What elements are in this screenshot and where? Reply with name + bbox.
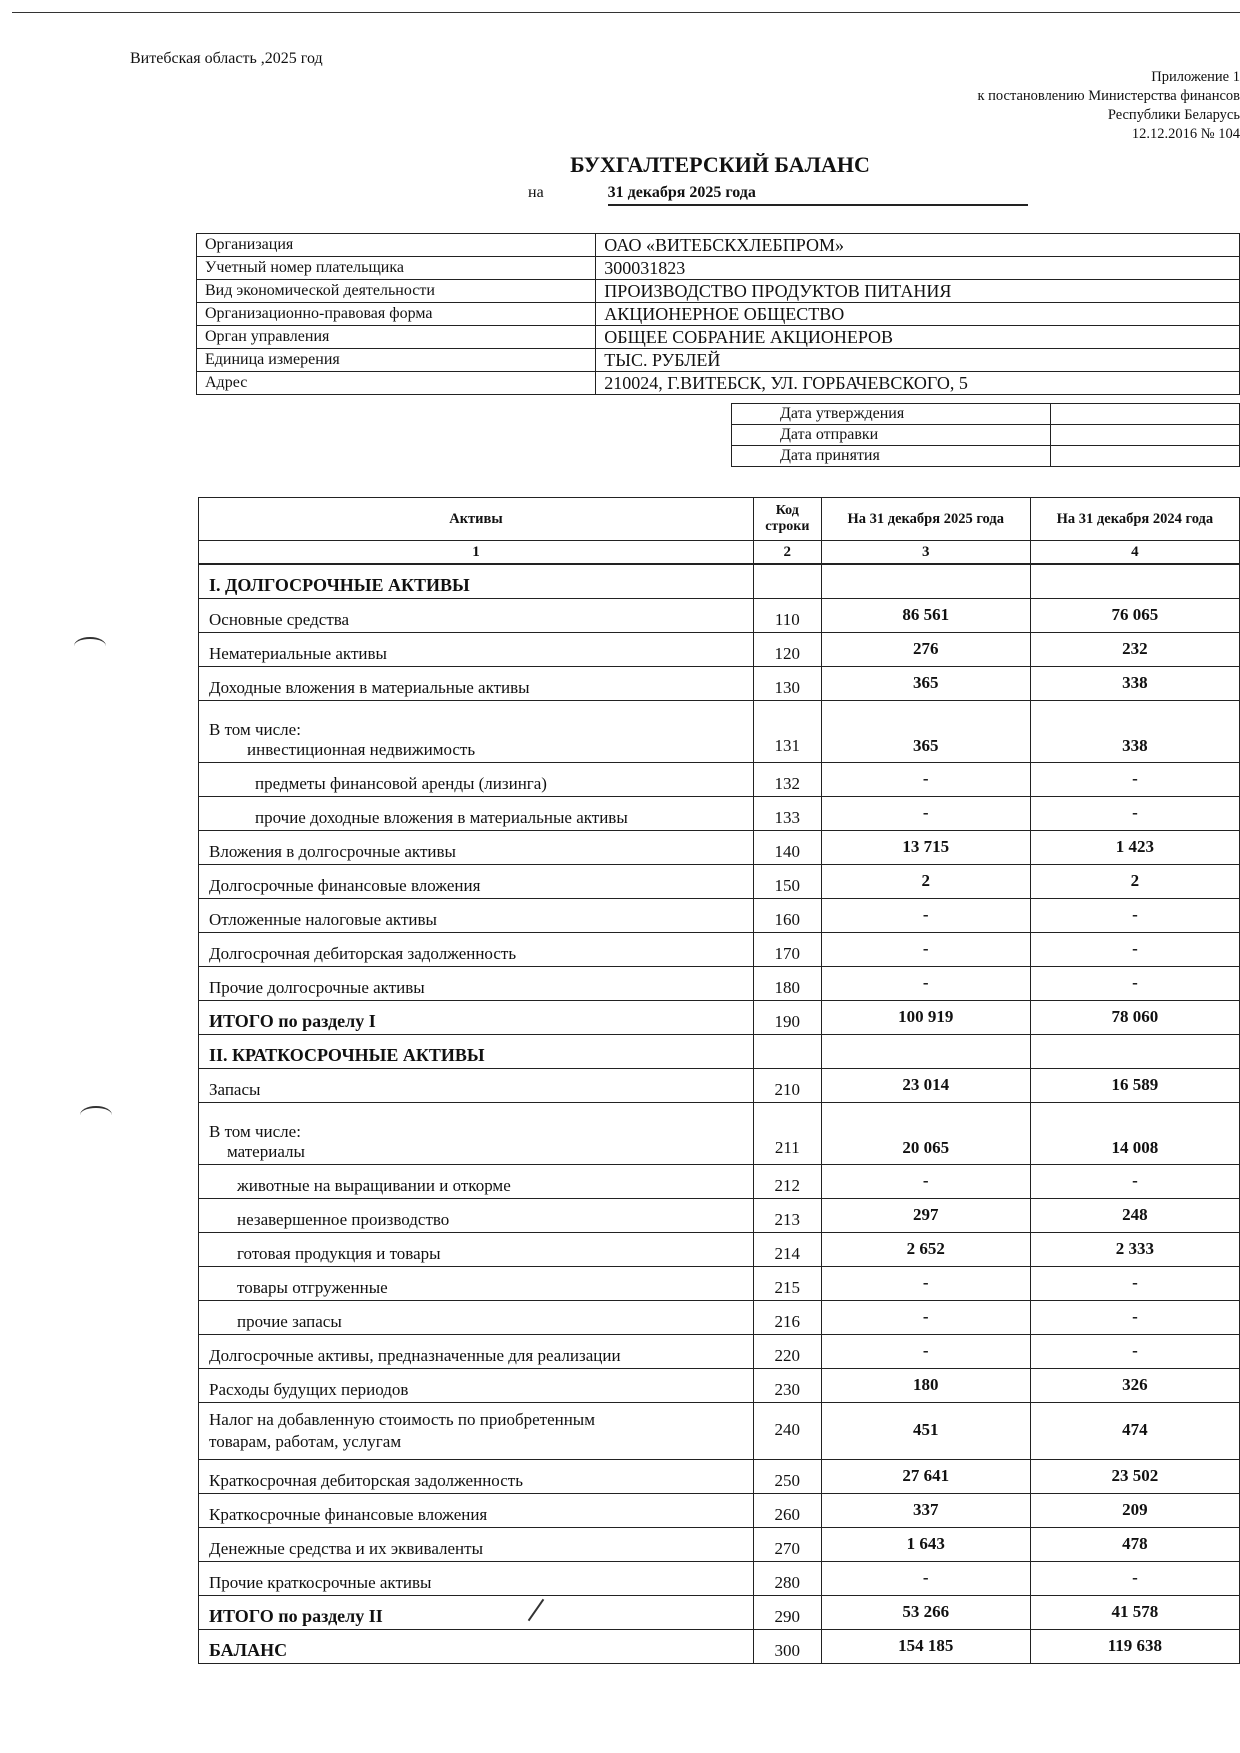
row-code: 214 — [753, 1233, 821, 1267]
row-value-current: 365 — [821, 701, 1030, 763]
table-row — [199, 1069, 1240, 1103]
row-value-current: - — [821, 967, 1030, 1001]
appendix-note — [977, 68, 1240, 144]
row-value-previous: 209 — [1030, 1494, 1239, 1528]
row-prefix: В том числе: — [209, 1122, 301, 1141]
info-label: Учетный номер плательщика — [197, 257, 596, 280]
column-number-row — [199, 541, 1240, 565]
table-row — [199, 763, 1240, 797]
row-value-previous: 2 333 — [1030, 1233, 1239, 1267]
table-row — [199, 1233, 1240, 1267]
row-name — [199, 701, 754, 763]
info-row — [197, 326, 1240, 349]
row-name — [199, 1403, 754, 1460]
row-value-previous: - — [1030, 763, 1239, 797]
row-value-current: 180 — [821, 1369, 1030, 1403]
info-value: ОБЩЕЕ СОБРАНИЕ АКЦИОНЕРОВ — [596, 326, 1240, 349]
info-value: ОАО «ВИТЕБСКХЛЕБПРОМ» — [596, 234, 1240, 257]
table-row — [199, 967, 1240, 1001]
row-value-current: - — [821, 763, 1030, 797]
column-number: 4 — [1030, 541, 1239, 565]
row-name: Прочие краткосрочные активы — [199, 1562, 754, 1596]
row-code: 240 — [753, 1403, 821, 1460]
row-code: 212 — [753, 1165, 821, 1199]
total-row — [199, 1596, 1240, 1630]
info-row — [197, 280, 1240, 303]
section-header-row — [199, 564, 1240, 599]
row-code: 211 — [753, 1103, 821, 1165]
row-code: 210 — [753, 1069, 821, 1103]
row-value-current: 86 561 — [821, 599, 1030, 633]
table-row — [199, 633, 1240, 667]
row-code: 260 — [753, 1494, 821, 1528]
row-value-previous: - — [1030, 1165, 1239, 1199]
row-value-current: - — [821, 1165, 1030, 1199]
row-value-current: 1 643 — [821, 1528, 1030, 1562]
row-value-current: 365 — [821, 667, 1030, 701]
row-value-current: 20 065 — [821, 1103, 1030, 1165]
hole-punch-mark — [80, 1106, 112, 1124]
row-code: 131 — [753, 701, 821, 763]
row-value-previous: 326 — [1030, 1369, 1239, 1403]
table-row — [199, 1562, 1240, 1596]
row-value-previous: - — [1030, 899, 1239, 933]
row-name: Нематериальные активы — [199, 633, 754, 667]
row-label: Налог на добавленную стоимость по приобретенным — [209, 1410, 595, 1429]
row-value-current: 337 — [821, 1494, 1030, 1528]
hole-punch-mark — [74, 637, 106, 655]
row-value-current: 27 641 — [821, 1460, 1030, 1494]
appendix-line: Приложение 1 — [1151, 69, 1240, 85]
row-value-previous: 232 — [1030, 633, 1239, 667]
row-code: 150 — [753, 865, 821, 899]
row-name: БАЛАНС — [199, 1630, 754, 1664]
table-row — [199, 1335, 1240, 1369]
table-row — [199, 1494, 1240, 1528]
row-label-cont: товарам, работам, услугам — [209, 1432, 402, 1451]
date-row — [732, 425, 1240, 446]
row-label: инвестиционная недвижимость — [247, 740, 476, 759]
table-row — [199, 831, 1240, 865]
row-code: 190 — [753, 1001, 821, 1035]
row-value-current: 2 — [821, 865, 1030, 899]
row-code: 220 — [753, 1335, 821, 1369]
row-value-previous: - — [1030, 1562, 1239, 1596]
row-code: 250 — [753, 1460, 821, 1494]
column-number: 1 — [199, 541, 754, 565]
row-name: прочие запасы — [199, 1301, 754, 1335]
info-label: Организация — [197, 234, 596, 257]
row-value-previous: 338 — [1030, 701, 1239, 763]
row-code: 180 — [753, 967, 821, 1001]
info-label: Организационно-правовая форма — [197, 303, 596, 326]
row-value-current: 297 — [821, 1199, 1030, 1233]
table-row — [199, 797, 1240, 831]
table-row — [199, 865, 1240, 899]
info-label: Орган управления — [197, 326, 596, 349]
row-value-previous: - — [1030, 1301, 1239, 1335]
row-code: 110 — [753, 599, 821, 633]
row-value-previous: 78 060 — [1030, 1001, 1239, 1035]
row-code: 120 — [753, 633, 821, 667]
row-name: Вложения в долгосрочные активы — [199, 831, 754, 865]
row-code — [753, 1035, 821, 1069]
balance-sheet-table — [198, 497, 1240, 1664]
row-value-current: 451 — [821, 1403, 1030, 1460]
top-rule — [12, 12, 1240, 13]
date-prefix: на — [528, 184, 544, 201]
row-code: 215 — [753, 1267, 821, 1301]
row-name: незавершенное производство — [199, 1199, 754, 1233]
dates-table — [731, 403, 1240, 467]
row-name: Денежные средства и их эквиваленты — [199, 1528, 754, 1562]
appendix-line: Республики Беларусь — [1107, 107, 1240, 123]
date-value — [1051, 425, 1240, 446]
table-row — [199, 667, 1240, 701]
row-value-previous: 16 589 — [1030, 1069, 1239, 1103]
table-row — [199, 899, 1240, 933]
row-value-current: - — [821, 933, 1030, 967]
row-code: 213 — [753, 1199, 821, 1233]
row-code: 300 — [753, 1630, 821, 1664]
row-name: Отложенные налоговые активы — [199, 899, 754, 933]
row-name: ИТОГО по разделу II — [199, 1596, 754, 1630]
date-value — [1051, 446, 1240, 467]
info-value: 300031823 — [596, 257, 1240, 280]
row-name — [199, 1103, 754, 1165]
table-row — [199, 1403, 1240, 1460]
row-name: I. ДОЛГОСРОЧНЫЕ АКТИВЫ — [199, 564, 754, 599]
row-value-previous: 338 — [1030, 667, 1239, 701]
table-row — [199, 1103, 1240, 1165]
document-title: БУХГАЛТЕРСКИЙ БАЛАНС — [570, 152, 870, 177]
row-name: прочие доходные вложения в материальные активы — [199, 797, 754, 831]
table-header-row — [199, 498, 1240, 541]
date-row — [732, 446, 1240, 467]
row-value-previous: 41 578 — [1030, 1596, 1239, 1630]
header-assets: Активы — [199, 498, 754, 541]
info-label: Единица измерения — [197, 349, 596, 372]
info-row — [197, 257, 1240, 280]
date-label: Дата отправки — [732, 425, 1051, 446]
row-name: Долгосрочные финансовые вложения — [199, 865, 754, 899]
row-value-previous: - — [1030, 797, 1239, 831]
table-row — [199, 1199, 1240, 1233]
row-name: Краткосрочная дебиторская задолженность — [199, 1460, 754, 1494]
row-value-current: 100 919 — [821, 1001, 1030, 1035]
row-code: 140 — [753, 831, 821, 865]
row-code: 133 — [753, 797, 821, 831]
row-code: 270 — [753, 1528, 821, 1562]
table-row — [199, 1165, 1240, 1199]
row-value-current: - — [821, 1562, 1030, 1596]
row-code: 130 — [753, 667, 821, 701]
row-value-current: 154 185 — [821, 1630, 1030, 1664]
info-label: Вид экономической деятельности — [197, 280, 596, 303]
table-row — [199, 701, 1240, 763]
row-code: 230 — [753, 1369, 821, 1403]
region-year-label: Витебская область ,2025 год — [130, 50, 323, 67]
row-value-previous: - — [1030, 967, 1239, 1001]
info-row — [197, 303, 1240, 326]
row-name: Долгосрочные активы, предназначенные для реализации — [199, 1335, 754, 1369]
info-value: ТЫС. РУБЛЕЙ — [596, 349, 1240, 372]
row-value-current: 23 014 — [821, 1069, 1030, 1103]
row-value-previous: 14 008 — [1030, 1103, 1239, 1165]
row-value-previous: 1 423 — [1030, 831, 1239, 865]
header-line-code — [753, 498, 821, 541]
section-header-row — [199, 1035, 1240, 1069]
row-name: Доходные вложения в материальные активы — [199, 667, 754, 701]
row-name: Краткосрочные финансовые вложения — [199, 1494, 754, 1528]
report-date-line — [528, 184, 1028, 206]
total-row — [199, 1630, 1240, 1664]
info-value: 210024, Г.ВИТЕБСК, УЛ. ГОРБАЧЕВСКОГО, 5 — [596, 372, 1240, 395]
row-value-current: - — [821, 1301, 1030, 1335]
row-value-current: 2 652 — [821, 1233, 1030, 1267]
row-value-previous: - — [1030, 1335, 1239, 1369]
row-name: Расходы будущих периодов — [199, 1369, 754, 1403]
row-value-previous: 2 — [1030, 865, 1239, 899]
date-label: Дата утверждения — [732, 404, 1051, 425]
row-code: 290 — [753, 1596, 821, 1630]
row-name: II. КРАТКОСРОЧНЫЕ АКТИВЫ — [199, 1035, 754, 1069]
appendix-line: к постановлению Министерства финансов — [977, 88, 1240, 104]
date-row — [732, 404, 1240, 425]
report-date: 31 декабря 2025 года — [608, 184, 1028, 206]
row-value-current: 13 715 — [821, 831, 1030, 865]
row-value-current: - — [821, 1267, 1030, 1301]
info-row — [197, 234, 1240, 257]
info-value: АКЦИОНЕРНОЕ ОБЩЕСТВО — [596, 303, 1240, 326]
column-number: 3 — [821, 541, 1030, 565]
table-row — [199, 1301, 1240, 1335]
row-name: Прочие долгосрочные активы — [199, 967, 754, 1001]
row-value-current: - — [821, 1335, 1030, 1369]
row-name: готовая продукция и товары — [199, 1233, 754, 1267]
table-row — [199, 1460, 1240, 1494]
row-name: Основные средства — [199, 599, 754, 633]
row-value-previous: - — [1030, 1267, 1239, 1301]
table-row — [199, 933, 1240, 967]
info-label: Адрес — [197, 372, 596, 395]
row-value-previous: 76 065 — [1030, 599, 1239, 633]
row-value-previous — [1030, 564, 1239, 599]
row-value-current: 276 — [821, 633, 1030, 667]
row-name: товары отгруженные — [199, 1267, 754, 1301]
header-current-period: На 31 декабря 2025 года — [821, 498, 1030, 541]
date-label: Дата принятия — [732, 446, 1051, 467]
row-name: животные на выращивании и откорме — [199, 1165, 754, 1199]
row-name: Запасы — [199, 1069, 754, 1103]
header-code-line1: Код — [775, 503, 799, 518]
column-number: 2 — [753, 541, 821, 565]
row-value-previous: 474 — [1030, 1403, 1239, 1460]
row-value-current: - — [821, 797, 1030, 831]
row-name: ИТОГО по разделу I — [199, 1001, 754, 1035]
row-code: 280 — [753, 1562, 821, 1596]
row-code: 132 — [753, 763, 821, 797]
row-value-previous: 23 502 — [1030, 1460, 1239, 1494]
row-code: 216 — [753, 1301, 821, 1335]
header-previous-period: На 31 декабря 2024 года — [1030, 498, 1239, 541]
date-value — [1051, 404, 1240, 425]
row-name: Долгосрочная дебиторская задолженность — [199, 933, 754, 967]
row-value-previous — [1030, 1035, 1239, 1069]
row-value-current: 53 266 — [821, 1596, 1030, 1630]
row-value-current: - — [821, 899, 1030, 933]
table-row — [199, 1369, 1240, 1403]
row-code: 170 — [753, 933, 821, 967]
organization-info-table — [196, 233, 1240, 395]
info-row — [197, 349, 1240, 372]
table-row — [199, 1528, 1240, 1562]
row-prefix: В том числе: — [209, 720, 301, 739]
row-value-previous: - — [1030, 933, 1239, 967]
header-code-line2: строки — [765, 519, 810, 534]
row-value-current — [821, 564, 1030, 599]
table-row — [199, 1267, 1240, 1301]
total-row — [199, 1001, 1240, 1035]
info-value: ПРОИЗВОДСТВО ПРОДУКТОВ ПИТАНИЯ — [596, 280, 1240, 303]
appendix-line: 12.12.2016 № 104 — [1131, 126, 1240, 142]
row-code: 160 — [753, 899, 821, 933]
row-label: материалы — [227, 1142, 305, 1161]
row-value-previous: 119 638 — [1030, 1630, 1239, 1664]
table-row — [199, 599, 1240, 633]
row-value-previous: 478 — [1030, 1528, 1239, 1562]
row-value-current — [821, 1035, 1030, 1069]
row-value-previous: 248 — [1030, 1199, 1239, 1233]
row-code — [753, 564, 821, 599]
row-name: предметы финансовой аренды (лизинга) — [199, 763, 754, 797]
info-row — [197, 372, 1240, 395]
